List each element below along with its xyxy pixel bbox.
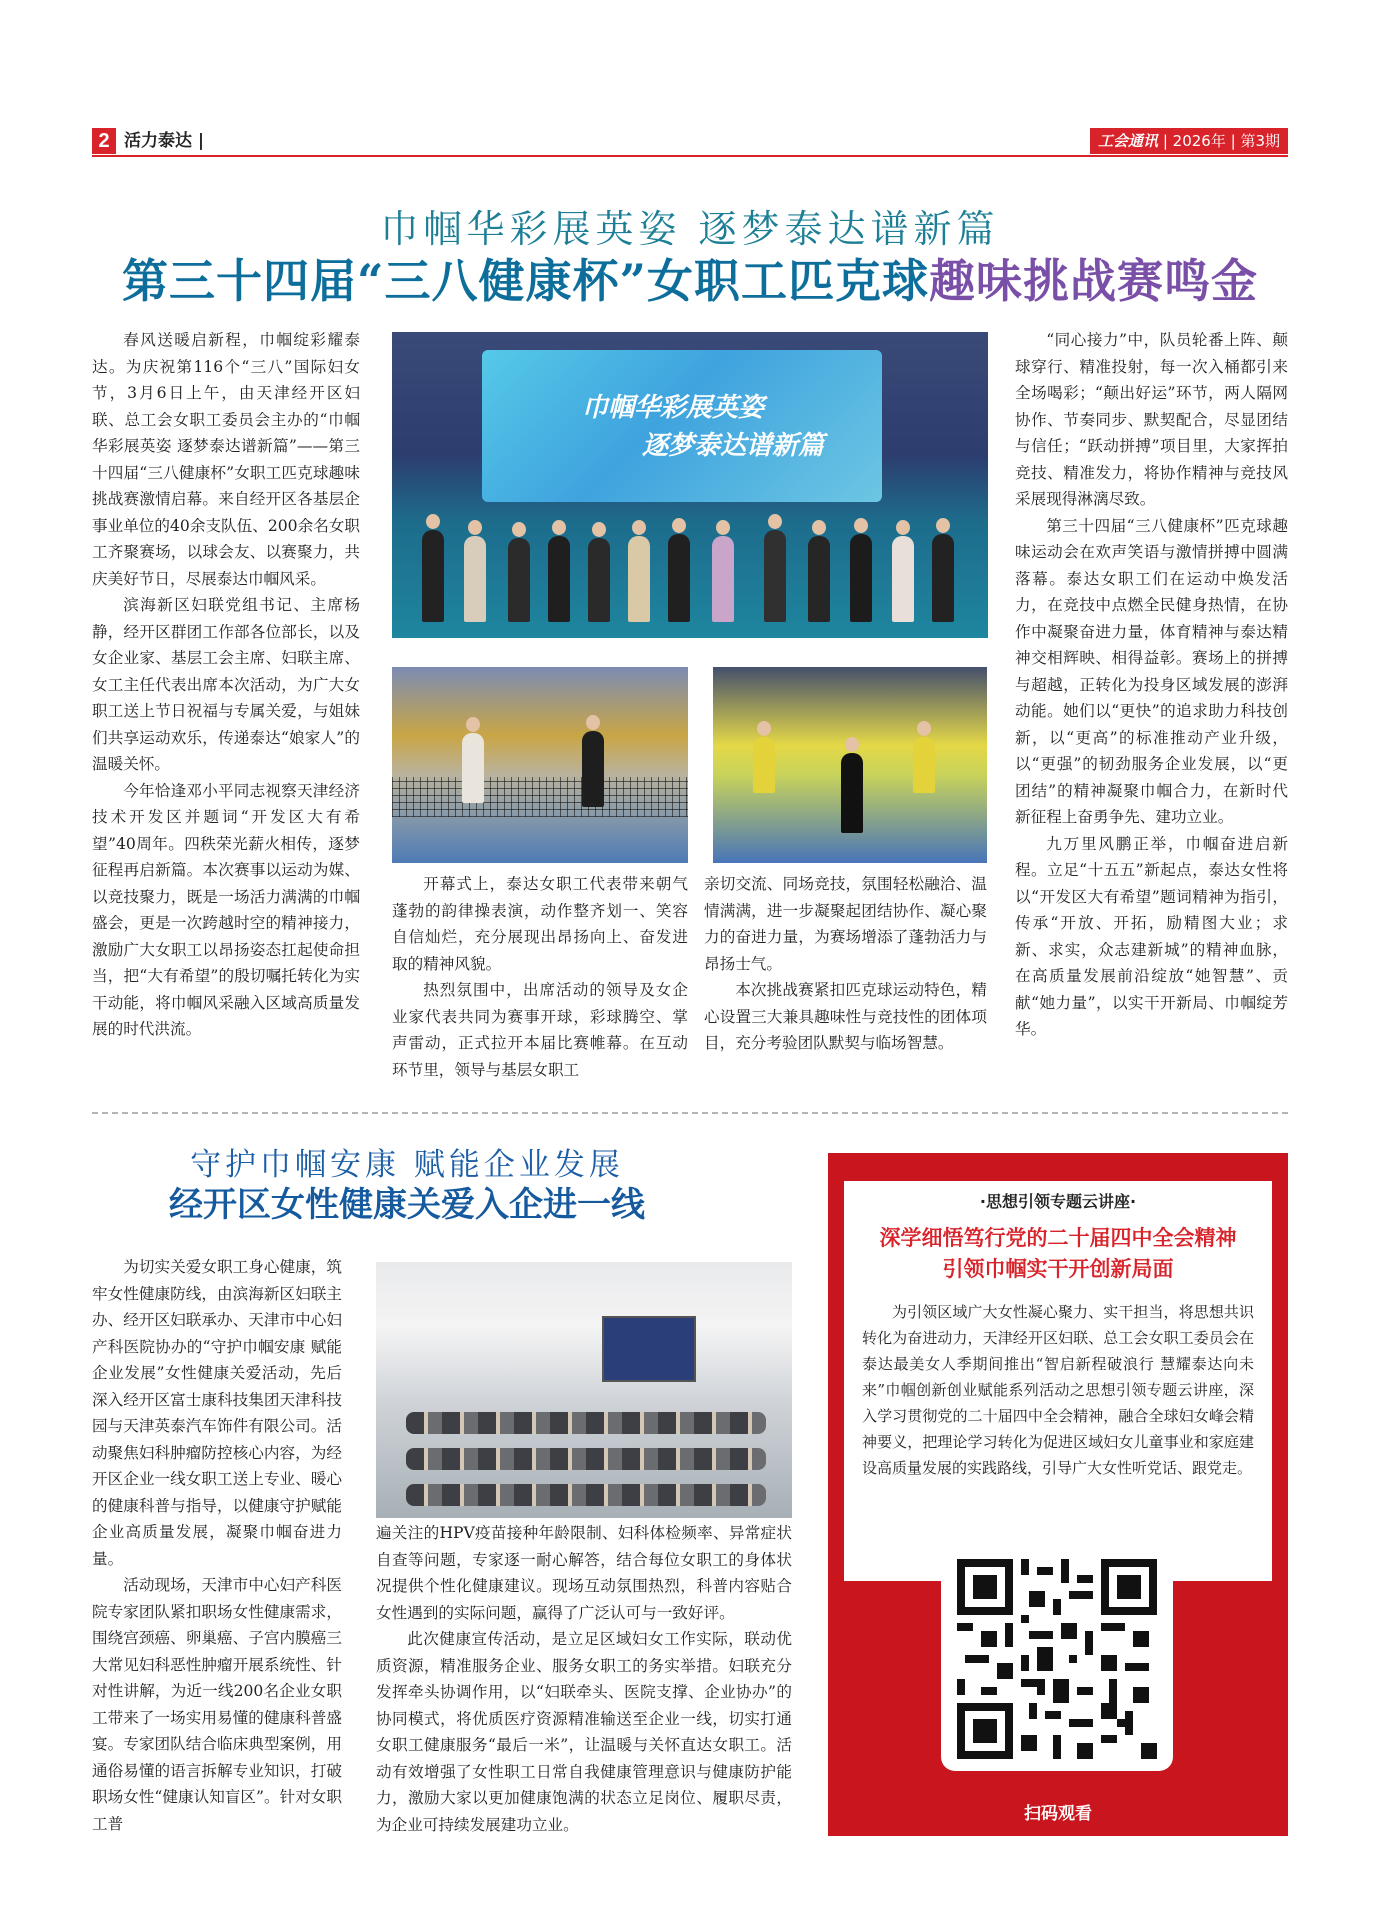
lecture-tag: ·思想引领专题云讲座· — [979, 1192, 1137, 1211]
paragraph: 九万里风鹏正举，巾帼奋进启新程。立足“十五五”新起点，泰达女性将以“开发区大有希望”题词精神为指引，传承“开放、开拓，励精图大业；求新、求实，众志建新城”的精神血脉，在高质量发展前沿绽放“她智慧”、贡献“她力量”，以实干开新局、巾帼绽芳华。 — [1015, 834, 1288, 1038]
article1-column-2 — [392, 871, 688, 1083]
paragraph: 为切实关爱女职工身心健康，筑牢女性健康防线，由滨海新区妇联主办、经开区妇联承办、天津市中心妇产科医院协办的“守护巾帼安康 赋能企业发展”女性健康关爱活动，先后深入经开区富士康科技集团天津科技园与天津英泰汽车饰件有限公司。活动聚焦妇科肿瘤防控核心内容，为经开区企业一线女职工送上专业、暖心的健康科普与指导，以健康守护赋能企业高质量发展，凝聚巾帼奋进力量。 — [92, 1258, 342, 1568]
paragraph: 开幕式上，泰达女职工代表带来朝气蓬勃的韵律操表演，动作整齐划一、笑容自信灿烂，充分展现出昂扬向上、奋发进取的精神风貌。 — [392, 875, 688, 973]
article2-column-2 — [376, 1520, 792, 1838]
paragraph: 热烈氛围中，出席活动的领导及女企业家代表共同为赛事开球，彩球腾空、掌声雷动，正式拉开本届比赛帷幕。在互动环节里，领导与基层女职工 — [392, 981, 688, 1079]
paragraph: 为引领区域广大女性凝心聚力、实干担当，将思想共识转化为奋进动力，天津经开区妇联、总工会女职工委员会在泰达最美女人季期间推出“智启新程破浪行 慧耀泰达向未来”巾帼创新创业赋能系列活动之思想引领专题云讲座，深入学习贯彻党的二十届四中全会精神，融合全球妇女峰会精神要义，把理论学习转化为促进区域妇女儿童事业和家庭建设高质量发展的实践路线，引导广大女性听党话、跟党走。 — [862, 1303, 1254, 1477]
issue-number: 第3期 — [1240, 132, 1280, 150]
pickleball-match-photo — [392, 667, 688, 863]
paragraph: 今年恰逢邓小平同志视察天津经济技术开发区并题词“开发区大有希望”40周年。四秩荣光薪火相传，逐梦征程再启新篇。本次赛事以运动为媒、以竞技聚力，既是一场活力满满的巾帼盛会，更是一次跨越时空的精神接力，激励广大女职工以昂扬姿态扛起使命担当，把“大有希望”的殷切嘱托转化为实干动能，将巾帼风采融入区域高质量发展的时代洪流。 — [92, 781, 360, 1038]
health-lecture-photo — [376, 1262, 792, 1518]
guest-lineup — [392, 482, 988, 622]
article2-column-1 — [92, 1254, 342, 1837]
header-rule — [92, 155, 1288, 157]
opening-ceremony-photo — [392, 332, 988, 638]
lecture-promo-box — [828, 1153, 1288, 1836]
article1-title-part1: 第三十四届“三八健康杯”女职工匹克球 — [122, 254, 929, 308]
paragraph: 遍关注的HPV疫苗接种年龄限制、妇科体检频率、异常症状自查等问题，专家逐一耐心解答，结合每位女职工的身体状况提供个性化健康建议。现场互动氛围热烈，科普内容贴合女性遇到的实际问题，赢得了广泛认可与一致好评。 — [376, 1524, 792, 1622]
relay-game-photo — [713, 667, 987, 863]
audience-row — [406, 1484, 766, 1506]
paragraph: 活动现场，天津市中心妇产科医院专家团队紧扣职场女性健康需求，围绕宫颈癌、卵巢癌、子宫内膜癌三大常见妇科恶性肿瘤开展系统性、针对性讲解，为近一线200名企业女职工带来了一场实用易懂的健康科普盛宴。专家团队结合临床典型案例，用通俗易懂的语言拆解专业知识，打破职场女性“健康认知盲区”。针对女职工普 — [92, 1576, 342, 1833]
page-number: 2 — [92, 128, 116, 154]
section-divider — [92, 1112, 1288, 1114]
article1-column-3 — [704, 871, 987, 1057]
screen-text: 逐梦泰达谱新篇 — [642, 431, 825, 461]
issue-year: | 2026年 | — [1162, 132, 1236, 150]
screen-text: 巾帼华彩展英姿 — [582, 393, 765, 423]
lecture-title-line: 引领巾帼实干开创新局面 — [942, 1257, 1174, 1281]
pickleball-net — [392, 777, 688, 817]
audience-row — [406, 1412, 766, 1434]
article1-column-4 — [1015, 327, 1288, 1043]
article1-title-part2: 趣味挑战赛鸣金 — [928, 254, 1258, 308]
lecture-description — [862, 1299, 1254, 1481]
paragraph: 本次挑战赛紧扣匹克球运动特色，精心设置三大兼具趣味性与竞技性的团体项目，充分考验团队默契与临场智慧。 — [704, 981, 987, 1052]
qr-code-card[interactable] — [941, 1545, 1173, 1771]
lecture-promo-card — [844, 1181, 1272, 1581]
stage-screen — [482, 350, 882, 502]
projector-screen — [602, 1316, 696, 1382]
article1-subtitle: 巾帼华彩展英姿 逐梦泰达谱新篇 — [380, 207, 1000, 251]
article1-column-1 — [92, 327, 360, 1043]
paragraph: “同心接力”中，队员轮番上阵、颠球穿行、精准投射，每一次入桶都引来全场喝彩；“颠出好运”环节，两人隔网协作、节奏同步、默契配合，尽显团结与信任；“跃动拼搏”项目里，大家挥拍竞技、精准发力，将协作精神与竞技风采展现得淋漓尽致。 — [1015, 331, 1288, 508]
lecture-title — [858, 1223, 1258, 1285]
paragraph: 滨海新区妇联党组书记、主席杨静，经开区群团工作部各位部长，以及女企业家、基层工会主席、妇联主席、女工主任代表出席本次活动，为广大女职工送上节日祝福与专属关爱，与姐妹们共享运动欢乐，传递泰达“娘家人”的温暖关怀。 — [92, 596, 360, 773]
paragraph: 春风送暖启新程，巾帼绽彩耀泰达。为庆祝第116个“三八”国际妇女节，3月6日上午，由天津经开区妇联、总工会女职工委员会主办的“巾帼华彩展英姿 逐梦泰达谱新篇”——第三十四届“三八健康杯”女职工匹克球趣味挑战赛激情启幕。来自经开区各基层企事业单位的40余支队伍、200余名女职工齐聚赛场，以球会友、以赛聚力，共庆美好节日，尽展泰达巾帼风采。 — [92, 331, 360, 588]
publication-name: 工会通讯 — [1098, 132, 1159, 150]
qr-code-icon[interactable] — [957, 1559, 1157, 1759]
article2-subtitle: 守护巾帼安康 赋能企业发展 — [190, 1147, 624, 1183]
section-name: 活力泰达 | — [124, 131, 205, 151]
article2-title: 经开区女性健康关爱入企进一线 — [169, 1185, 645, 1225]
audience-row — [406, 1448, 766, 1470]
scan-to-watch-label: 扫码观看 — [1024, 1804, 1092, 1824]
lecture-title-line: 深学细悟笃行党的二十届四中全会精神 — [879, 1226, 1237, 1250]
issue-banner — [1090, 128, 1288, 154]
paragraph: 此次健康宣传活动，是立足区域妇女工作实际，联动优质资源，精准服务企业、服务女职工的务实举措。妇联充分发挥牵头协调作用，以“妇联牵头、医院支撑、企业协办”的协同模式，将优质医疗资源精准输送至企业一线，切实打通女职工健康服务“最后一米”，让温暖与关怀直达女职工。活动有效增强了女性职工日常自我健康管理意识与健康防护能力，激励大家以更加健康饱满的状态立足岗位、履职尽责，为企业可持续发展建功立业。 — [376, 1630, 792, 1834]
paragraph: 亲切交流、同场竞技，氛围轻松融洽、温情满满，进一步凝聚起团结协作、凝心聚力的奋进力量，为赛场增添了蓬勃活力与昂扬士气。 — [704, 875, 987, 973]
paragraph: 第三十四届“三八健康杯”匹克球趣味运动会在欢声笑语与激情拼搏中圆满落幕。泰达女职工们在运动中焕发活力，在竞技中点燃全民健身热情，在协作中凝聚奋进力量，体育精神与泰达精神交相辉映、相得益彰。赛场上的拼搏与超越，正转化为投身区域发展的澎湃动能。她们以“更快”的追求助力科技创新，以“更高”的标准推动产业升级，以“更强”的韧劲服务企业发展，以“更团结”的精神凝聚巾帼合力，在新时代新征程上奋勇争先、建功立业。 — [1015, 516, 1288, 826]
article1-title — [0, 252, 1380, 310]
